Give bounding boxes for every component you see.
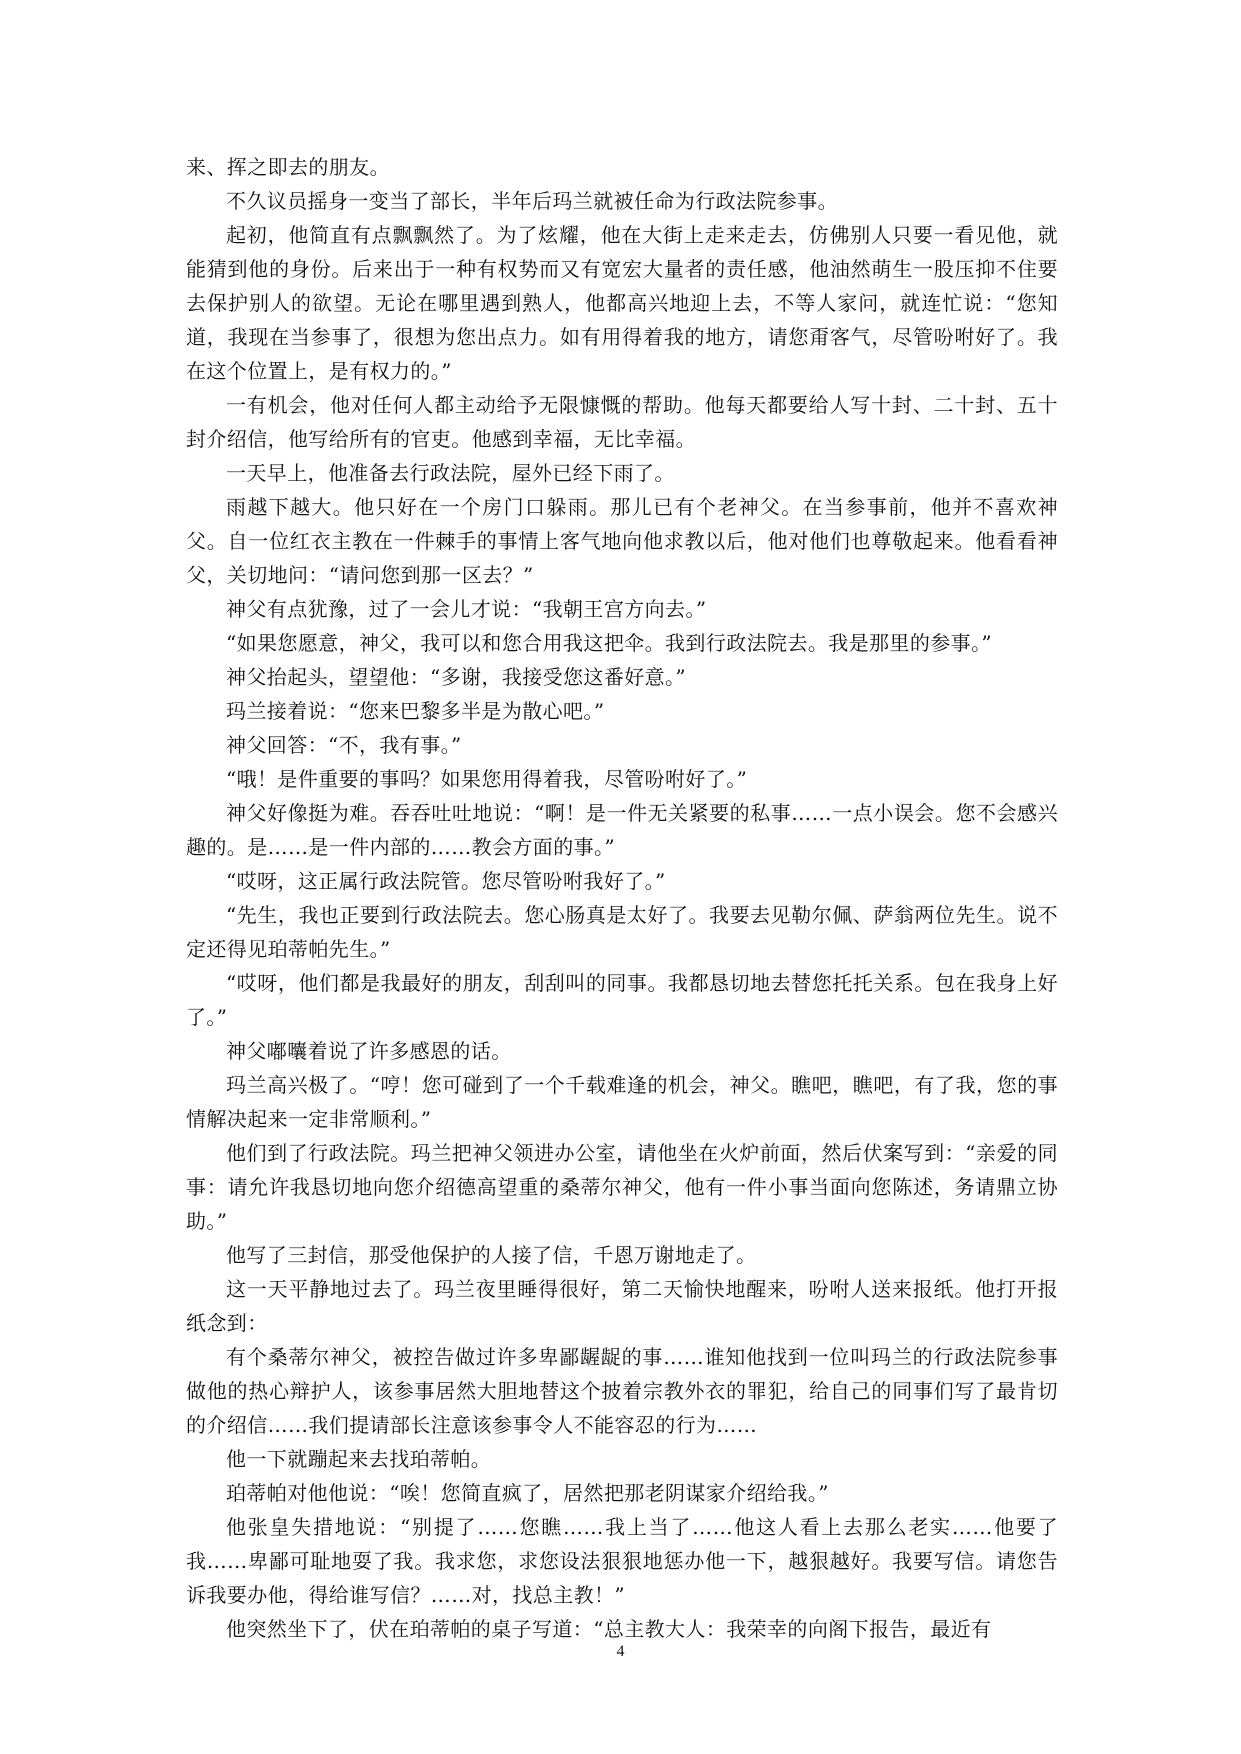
paragraph: “哎呀，他们都是我最好的朋友，刮刮叫的同事。我都恳切地去替您托托关系。包在我身上好了。” (186, 971, 1058, 1029)
paragraph: “先生，我也正要到行政法院去。您心肠真是太好了。我要去见勒尔佩、萨翁两位先生。说不定还得见珀蒂帕先生。” (186, 903, 1058, 961)
paragraph: 他一下就蹦起来去找珀蒂帕。 (226, 1447, 492, 1471)
paragraph: “如果您愿意，神父，我可以和您合用我这把伞。我到行政法院去。我是那里的参事。” (226, 631, 993, 655)
paragraph: “哎呀，这正属行政法院管。您尽管吩咐我好了。” (226, 869, 666, 893)
paragraph: 不久议员摇身一变当了部长，半年后玛兰就被任命为行政法院参事。 (226, 189, 838, 213)
paragraph: 他张皇失措地说：“别提了……您瞧……我上当了……他这人看上去那么老实……他要了我……卑鄙可耻地耍了我。我求您，求您设法狠狠地惩办他一下，越狠越好。我要写信。请您告诉我要办他，得给谁写信？……对，找总主教！” (186, 1515, 1058, 1607)
paragraph: 有个桑蒂尔神父，被控告做过许多卑鄙龌龊的事……谁知他找到一位叫玛兰的行政法院参事做他的热心辩护人，该参事居然大胆地替这个披着宗教外衣的罪犯，给自己的同事们写了最肯切的介绍信……我们提请部长注意该参事令人不能容忍的行为…… (186, 1345, 1058, 1437)
page-number: 4 (616, 1643, 625, 1660)
paragraph: 神父有点犹豫，过了一会儿才说：“我朝王宫方向去。” (226, 597, 707, 621)
paragraph: 珀蒂帕对他他说：“唉！您简直疯了，居然把那老阴谋家介绍给我。” (226, 1481, 829, 1505)
paragraph: 起初，他简直有点飘飘然了。为了炫耀，他在大街上走来走去，仿佛别人只要一看见他，就能猜到他的身份。后来出于一种有权势而又有宽宏大量者的责任感，他油然萌生一股压抑不住要去保护别人的欲望。无论在哪里遇到熟人，他都高兴地迎上去，不等人家问，就连忙说：“您知道，我现在当参事了，很想为您出点力。如有用得着我的地方，请您甭客气，尽管吩咐好了。我在这个位置上，是有权力的。” (186, 223, 1058, 383)
paragraph: “哦！是件重要的事吗？如果您用得着我，尽管吩咐好了。” (226, 767, 748, 791)
paragraph: 玛兰接着说：“您来巴黎多半是为散心吧。” (226, 699, 605, 723)
paragraph: 他突然坐下了，伏在珀蒂帕的桌子写道：“总主教大人：我荣幸的向阁下报告，最近有 (226, 1617, 992, 1641)
paragraph: 神父好像挺为难。吞吞吐吐地说：“啊！是一件无关紧要的私事……一点小误会。您不会感兴趣的。是……是一件内部的……教会方面的事。” (186, 801, 1058, 859)
paragraph: 来、挥之即去的朋友。 (186, 155, 390, 179)
paragraph: 雨越下越大。他只好在一个房门口躲雨。那儿已有个老神父。在当参事前，他并不喜欢神父。自一位红衣主教在一件棘手的事情上客气地向他求教以后，他对他们也尊敬起来。他看看神父，关切地问：“请问您到那一区去？” (186, 495, 1058, 587)
paragraph: 神父嘟囔着说了许多感恩的话。 (226, 1039, 512, 1063)
paragraph: 他写了三封信，那受他保护的人接了信，千恩万谢地走了。 (226, 1243, 757, 1267)
paragraph: 一天早上，他准备去行政法院，屋外已经下雨了。 (226, 461, 675, 485)
paragraph: 他们到了行政法院。玛兰把神父领进办公室，请他坐在火炉前面，然后伏案写到：“亲爱的同事：请允许我恳切地向您介绍德高望重的桑蒂尔神父，他有一件小事当面向您陈述，务请鼎立协助。” (186, 1141, 1058, 1233)
paragraph: 神父回答：“不，我有事。” (226, 733, 462, 757)
paragraph: 玛兰高兴极了。“哼！您可碰到了一个千载难逢的机会，神父。瞧吧，瞧吧，有了我，您的事情解决起来一定非常顺利。” (186, 1073, 1058, 1131)
body-text (186, 150, 1058, 1646)
paragraph: 这一天平静地过去了。玛兰夜里睡得很好，第二天愉快地醒来，吩咐人送来报纸。他打开报纸念到： (186, 1277, 1058, 1335)
paragraph: 一有机会，他对任何人都主动给予无限慷慨的帮助。他每天都要给人写十封、二十封、五十封介绍信，他写给所有的官吏。他感到幸福，无比幸福。 (186, 393, 1058, 451)
paragraph: 神父抬起头，望望他：“多谢，我接受您这番好意。” (226, 665, 687, 689)
